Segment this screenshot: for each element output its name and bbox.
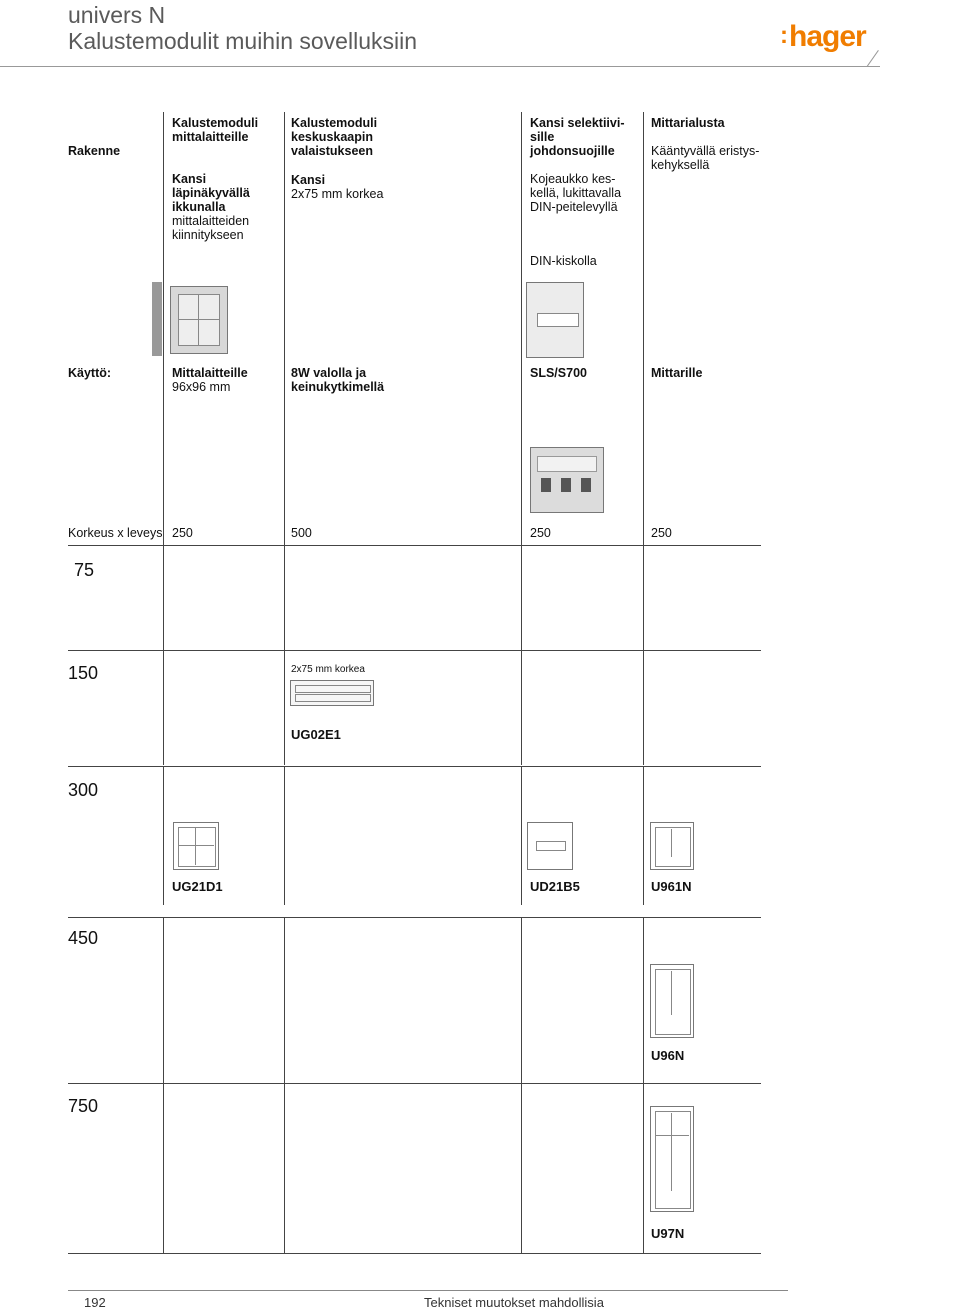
product-code-u97n: U97N — [651, 1226, 685, 1241]
image-edge-strip — [152, 282, 162, 356]
row-divider-75 — [68, 650, 761, 651]
row-divider-150 — [68, 766, 761, 767]
header-divider-slant — [867, 50, 879, 67]
page-number: 192 — [84, 1295, 106, 1310]
width-col3: 250 — [530, 526, 551, 540]
ug21d1-vdivider — [195, 827, 196, 865]
breaker-switch-1 — [541, 478, 551, 492]
ug21d1-inner — [178, 827, 216, 867]
u96n-drawing — [650, 964, 694, 1038]
ug02e1-note: 2x75 mm korkea — [291, 664, 365, 675]
ug02e1-strip-2 — [295, 694, 371, 702]
col-divider-1b — [163, 650, 164, 765]
product-code-ug21d1: UG21D1 — [172, 879, 223, 894]
kaytto-col3: SLS/S700 — [530, 366, 587, 380]
ud21b5-opening — [536, 841, 566, 851]
page-title-line2: Kalustemodulit muihin sovelluksiin — [68, 28, 417, 54]
width-col4: 250 — [651, 526, 672, 540]
col-divider-3b — [521, 650, 522, 765]
product-code-u961n: U961N — [651, 879, 692, 894]
row-divider-750 — [68, 1253, 761, 1254]
kaytto-col2: 8W valolla ja keinukytkimellä — [291, 366, 385, 394]
breaker-top — [537, 456, 597, 472]
row-label-150: 150 — [68, 663, 99, 683]
col-divider-3c — [521, 767, 522, 905]
u961n-drawing — [650, 822, 694, 870]
rakenne-col1 — [172, 116, 277, 242]
size-header-divider — [68, 545, 761, 546]
rakenne-col3-title: Kansi selektiivi-sille johdonsuojille — [530, 116, 625, 158]
u96n-axis — [671, 971, 672, 1015]
row-divider-450 — [68, 1083, 761, 1084]
rakenne-col4 — [651, 116, 769, 172]
u97n-frame — [655, 1111, 691, 1209]
width-col2: 500 — [291, 526, 312, 540]
col-divider-1d — [163, 918, 164, 1253]
col-divider-4 — [643, 112, 644, 282]
kaytto-col1-bold: Mittalaitteille — [172, 366, 248, 380]
col-divider-2c — [284, 767, 285, 905]
u97n-axis — [671, 1113, 672, 1191]
rakenne-col3-sub-text: Kojeaukko kes-kellä, lukittavalla DIN-peitelevyllä — [530, 172, 622, 214]
u961n-axis — [671, 829, 672, 857]
meter-module-image — [170, 286, 228, 354]
circuit-breaker-image — [530, 447, 604, 513]
breaker-switch-2 — [561, 478, 571, 492]
kaytto-col1-text: 96x96 mm — [172, 380, 231, 394]
u97n-split — [655, 1135, 689, 1136]
row-label-450: 450 — [68, 928, 99, 948]
rakenne-col1-sub-text: mittalaitteiden kiinnitykseen — [172, 214, 250, 242]
row-label-75: 75 — [74, 560, 95, 580]
col-divider-4b — [643, 282, 644, 765]
footer-divider — [68, 1290, 788, 1291]
ug21d1-hdivider — [178, 845, 214, 846]
col-divider-2d — [284, 918, 285, 1253]
ug02e1-strip-1 — [295, 685, 371, 693]
product-code-ug02e1: UG02E1 — [291, 727, 341, 742]
window-transom — [178, 319, 219, 320]
col-divider-4d — [643, 918, 644, 1253]
rakenne-col4-sub-text: Kääntyvällä eristys-kehyksellä — [651, 144, 760, 172]
col-divider-1c — [163, 767, 164, 905]
col-divider-1 — [163, 112, 164, 650]
size-header-label: Korkeus x leveys — [68, 526, 163, 540]
rakenne-col4-title: Mittarialusta — [651, 116, 725, 130]
rakenne-col2-title: Kalustemoduli keskuskaapin valaistukseen — [291, 116, 378, 158]
rakenne-col1-title: Kalustemoduli mittalaitteille — [172, 116, 259, 144]
u961n-frame — [655, 827, 691, 867]
row-label-750: 750 — [68, 1096, 99, 1116]
rakenne-col2-sub-bold: Kansi — [291, 173, 326, 187]
width-col1: 250 — [172, 526, 193, 540]
hager-logo: :hager — [780, 20, 866, 53]
row-divider-300 — [68, 917, 761, 918]
ug21d1-drawing — [173, 822, 219, 870]
window-frame — [178, 294, 220, 346]
logo-text: hager — [789, 20, 866, 53]
u96n-frame — [655, 969, 691, 1035]
u97n-drawing — [650, 1106, 694, 1212]
ud21b5-drawing — [527, 822, 573, 870]
kaytto-col4: Mittarille — [651, 366, 703, 380]
col-divider-3d — [521, 918, 522, 1253]
din-cover-image — [526, 282, 584, 358]
rakenne-col3 — [530, 116, 632, 268]
col-divider-4c — [643, 767, 644, 905]
col-divider-2 — [284, 112, 285, 652]
product-code-u96n: U96N — [651, 1048, 685, 1063]
row-label-300: 300 — [68, 780, 99, 800]
rakenne-label: Rakenne — [68, 144, 121, 158]
rakenne-col2 — [291, 116, 401, 201]
header-divider — [0, 66, 880, 67]
product-code-ud21b5: UD21B5 — [530, 879, 580, 894]
page-title-line1: univers N — [68, 2, 166, 28]
footer-note: Tekniset muutokset mahdollisia — [424, 1295, 604, 1310]
din-opening — [537, 313, 579, 327]
rakenne-col3-extra: DIN-kiskolla — [530, 254, 597, 268]
col-divider-2b — [284, 650, 285, 765]
rakenne-col1-sub-bold: Kansi läpinäkyvällä ikkunalla — [172, 172, 250, 214]
kaytto-col1 — [172, 366, 277, 394]
col-divider-3 — [521, 112, 522, 652]
rakenne-col2-sub-text: 2x75 mm korkea — [291, 187, 384, 201]
kaytto-label: Käyttö: — [68, 366, 112, 380]
ug02e1-drawing — [290, 680, 374, 706]
breaker-switch-3 — [581, 478, 591, 492]
